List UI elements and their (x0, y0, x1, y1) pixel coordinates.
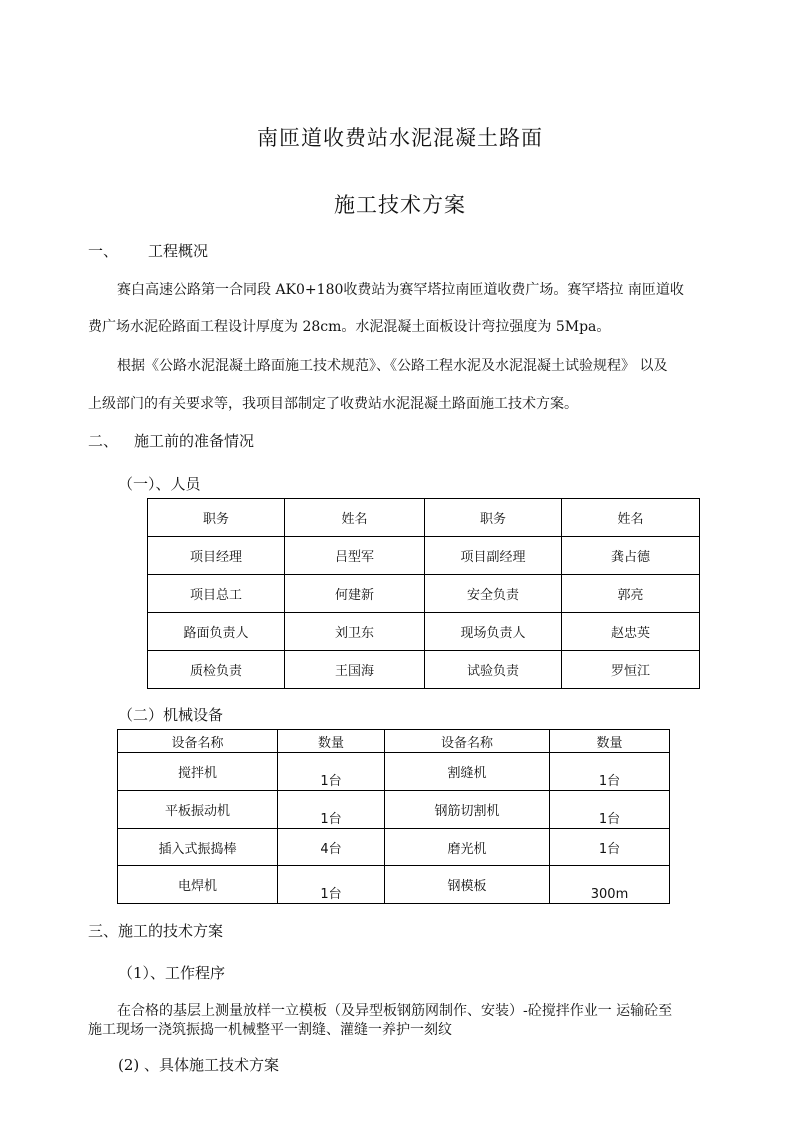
table-cell: 割缝机 (385, 753, 550, 791)
table-row (118, 753, 670, 791)
table-cell: 龚占德 (562, 537, 700, 575)
table-header-cell: 数量 (550, 730, 670, 753)
table-header-row (148, 499, 700, 537)
table-cell: 电焊机 (118, 866, 278, 904)
table-cell: 安全负责 (425, 575, 562, 613)
table-cell: 1台 (278, 753, 385, 791)
table-cell: 罗恒江 (562, 651, 700, 689)
table-row (148, 537, 700, 575)
table-header-cell: 设备名称 (118, 730, 278, 753)
table-header-row (118, 730, 670, 753)
document-title-line1: 南匝道收费站水泥混凝土路面 (257, 126, 543, 150)
table-cell: 路面负责人 (148, 613, 285, 651)
section2-sub-equipment: （二）机械设备 (118, 706, 224, 724)
section2-sub-personnel: （一）、人员 (118, 475, 201, 493)
table-cell: 300m (550, 866, 670, 904)
equipment-table (117, 729, 670, 904)
table-row (118, 866, 670, 904)
table-header-cell: 数量 (278, 730, 385, 753)
section3-heading: 三、施工的技术方案 (88, 922, 224, 940)
document-title-line2: 施工技术方案 (334, 193, 466, 217)
personnel-table (147, 498, 700, 689)
table-cell: 郭亮 (562, 575, 700, 613)
table-row (148, 613, 700, 651)
table-header-cell: 职务 (425, 499, 562, 537)
table-cell: 吕型军 (285, 537, 425, 575)
table-cell: 项目经理 (148, 537, 285, 575)
section1-paragraph1-line1: 赛白高速公路第一合同段 AK0+180收费站为赛罕塔拉南匝道收费广场。赛罕塔拉 南匝道收 (117, 282, 684, 298)
table-cell: 搅拌机 (118, 753, 278, 791)
table-cell: 1台 (278, 866, 385, 904)
table-cell: 赵忠英 (562, 613, 700, 651)
table-cell: 现场负责人 (425, 613, 562, 651)
table-cell: 磨光机 (385, 829, 550, 866)
table-header-cell: 设备名称 (385, 730, 550, 753)
table-cell: 王国海 (285, 651, 425, 689)
table-cell: 刘卫东 (285, 613, 425, 651)
table-row (148, 651, 700, 689)
section3-process-line2: 施工现场一浇筑振捣一机械整平一割缝、灌缝一养护一刻纹 (88, 1022, 452, 1038)
section1-heading: 工程概况 (148, 242, 209, 260)
table-header-cell: 姓名 (562, 499, 700, 537)
table-cell: 钢模板 (385, 866, 550, 904)
table-cell: 1台 (550, 829, 670, 866)
table-cell: 钢筋切割机 (385, 791, 550, 829)
section3-process-line1: 在合格的基层上测量放样一立模板（及异型板钢筋网制作、安装）-砼搅拌作业一 运输砼至 (117, 1003, 673, 1019)
table-cell: 插入式振捣棒 (118, 829, 278, 866)
table-cell: 平板振动机 (118, 791, 278, 829)
section2-number: 二、 (88, 432, 119, 450)
table-cell: 项目总工 (148, 575, 285, 613)
section1-number: 一、 (88, 242, 119, 260)
table-header-cell: 职务 (148, 499, 285, 537)
section1-paragraph1-line2: 费广场水泥砼路面工程设计厚度为 28cm。水泥混凝土面板设计弯拉强度为 5Mpa。 (88, 319, 611, 335)
table-cell: 1台 (550, 753, 670, 791)
table-cell: 1台 (278, 791, 385, 829)
table-header-cell: 姓名 (285, 499, 425, 537)
table-row (118, 829, 670, 866)
section1-paragraph2-line1: 根据《公路水泥混凝土路面施工技术规范》、《公路工程水泥及水泥混凝土试验规程》 以及 (117, 358, 668, 374)
table-cell: 试验负责 (425, 651, 562, 689)
table-row (118, 791, 670, 829)
section2-heading: 施工前的准备情况 (134, 432, 255, 450)
table-cell: 1台 (550, 791, 670, 829)
table-row (148, 575, 700, 613)
section1-paragraph2-line2: 上级部门的有关要求等，我项目部制定了收费站水泥混凝土路面施工技术方案。 (88, 396, 578, 412)
table-cell: 4台 (278, 829, 385, 866)
section3-sub-technical-plan: (2) 、具体施工技术方案 (118, 1056, 280, 1074)
table-cell: 项目副经理 (425, 537, 562, 575)
table-cell: 何建新 (285, 575, 425, 613)
section3-sub-work-procedure: （1）、工作程序 (118, 964, 226, 982)
table-cell: 质检负责 (148, 651, 285, 689)
